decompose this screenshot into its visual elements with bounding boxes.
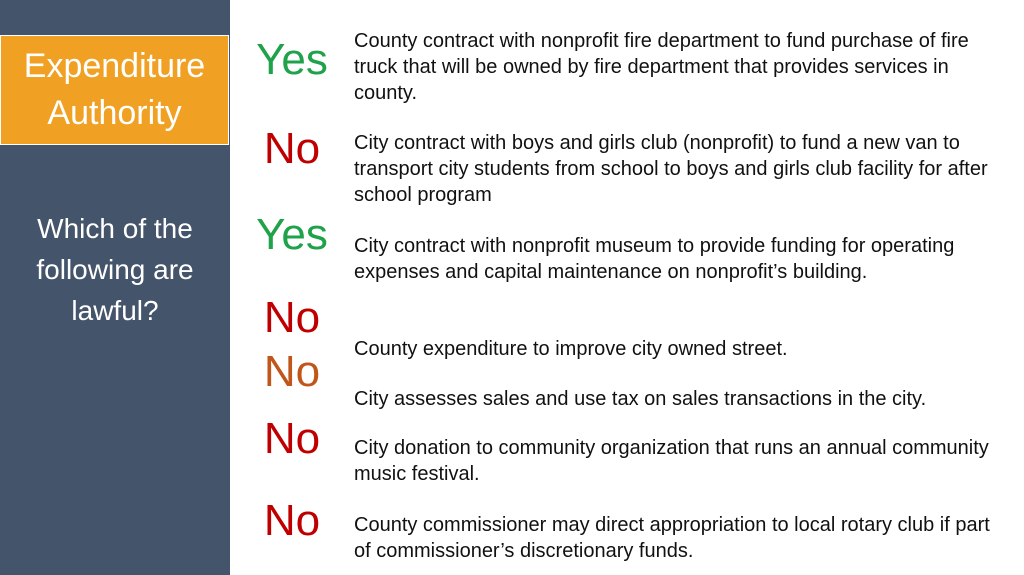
statement-7: County commissioner may direct appropriation to local rotary club if part of commissioner’s discretionary funds.	[354, 514, 990, 562]
statement-2: City contract with boys and girls club (nonprofit) to fund a new van to transport city students from school to boys and girls club facility for after school program	[354, 132, 988, 206]
answer-3: Yes	[256, 210, 328, 259]
statement-3: City contract with nonprofit museum to provide funding for operating expenses and capital maintenance on nonprofit’s building.	[354, 235, 955, 283]
statement-1: County contract with nonprofit fire department to fund purchase of fire truck that will be owned by fire department that provides services in county.	[354, 30, 969, 104]
answer-6: No	[263, 414, 321, 463]
statement-5: City assesses sales and use tax on sales transactions in the city.	[354, 388, 927, 410]
question-text: Which of the following are lawful?	[36, 213, 194, 326]
answer-4: No	[263, 293, 321, 342]
answer-1: Yes	[256, 35, 328, 84]
slide-title: Expenditure Authority	[23, 47, 206, 132]
answer-5: No	[263, 347, 321, 396]
answer-7: No	[263, 496, 321, 545]
statement-6: City donation to community organization that runs an annual community music festival.	[354, 437, 989, 485]
title-box	[0, 35, 229, 145]
answer-2: No	[263, 124, 321, 173]
sidebar-panel	[0, 0, 230, 575]
statement-4: County expenditure to improve city owned street.	[354, 338, 788, 360]
